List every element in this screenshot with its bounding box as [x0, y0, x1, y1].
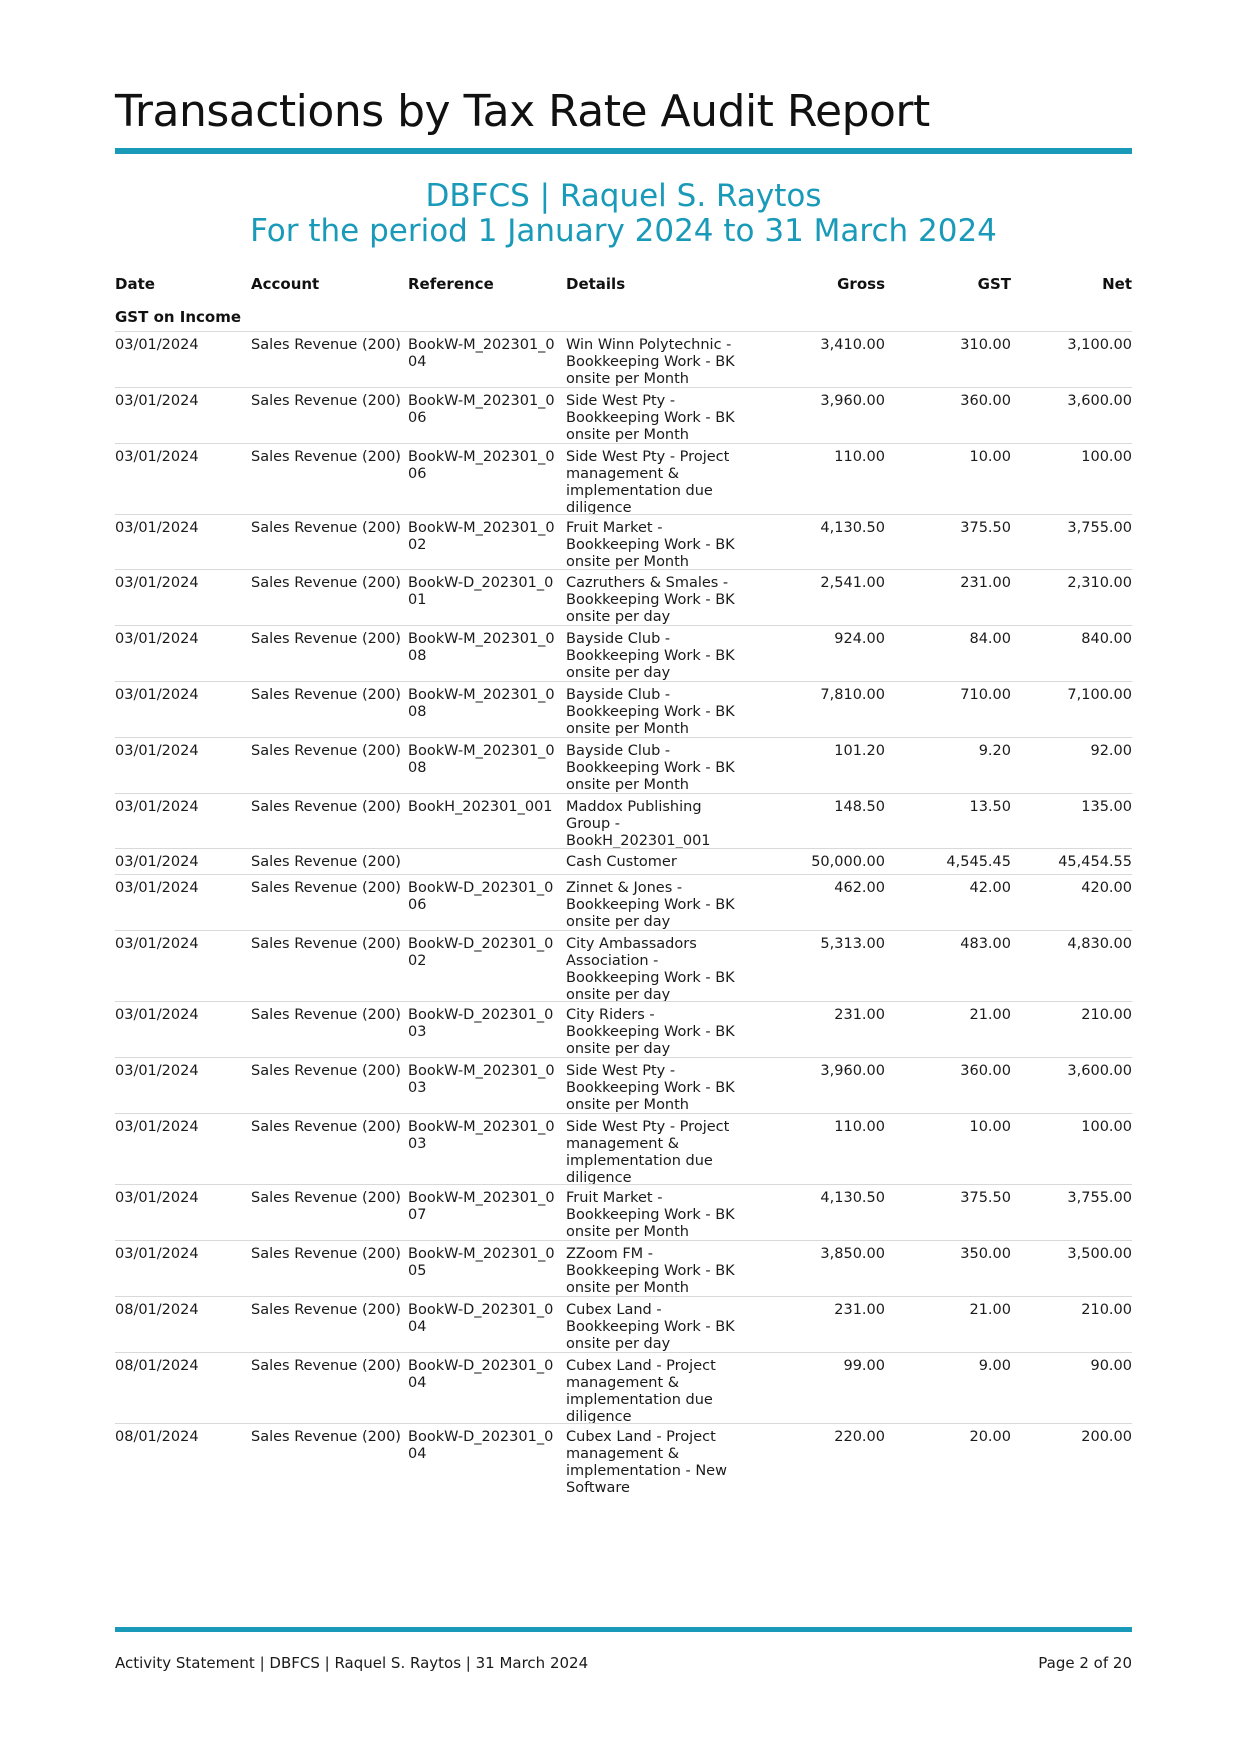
header-gross: Gross — [837, 275, 885, 293]
row-details: ZZoom FM - Bookkeeping Work - BK onsite per Month — [566, 1246, 735, 1296]
table-header — [115, 275, 1132, 295]
row-date: 03/01/2024 — [115, 1007, 199, 1023]
row-reference: BookW-M_202301_003 — [408, 1063, 555, 1096]
row-reference: BookW-M_202301_002 — [408, 520, 555, 553]
row-date: 03/01/2024 — [115, 393, 199, 409]
row-date: 03/01/2024 — [115, 1190, 199, 1206]
row-account: Sales Revenue (200) — [251, 337, 401, 353]
row-net: 3,500.00 — [1067, 1246, 1132, 1262]
row-net: 100.00 — [1081, 1119, 1132, 1135]
row-reference: BookW-M_202301_008 — [408, 687, 555, 720]
row-net: 135.00 — [1081, 799, 1132, 815]
row-net: 3,755.00 — [1067, 1190, 1132, 1206]
table-row — [115, 793, 1132, 848]
row-gross: 3,960.00 — [820, 393, 885, 409]
row-date: 03/01/2024 — [115, 1119, 199, 1135]
footer-text: Activity Statement | DBFCS | Raquel S. Raytos | 31 March 2024 — [115, 1654, 589, 1672]
header-net: Net — [1102, 275, 1132, 293]
row-gst: 310.00 — [960, 337, 1011, 353]
row-gst: 42.00 — [969, 880, 1011, 896]
row-gross: 101.20 — [834, 743, 885, 759]
table-row — [115, 848, 1132, 874]
row-gross: 148.50 — [834, 799, 885, 815]
row-gross: 99.00 — [843, 1358, 885, 1374]
row-gross: 3,960.00 — [820, 1063, 885, 1079]
page-number: Page 2 of 20 — [1038, 1654, 1132, 1672]
row-gross: 50,000.00 — [811, 854, 885, 870]
row-details: Bayside Club - Bookkeeping Work - BK onsite per Month — [566, 743, 735, 793]
row-details: Bayside Club - Bookkeeping Work - BK onsite per day — [566, 631, 735, 681]
row-net: 92.00 — [1090, 743, 1132, 759]
table-row — [115, 569, 1132, 625]
row-account: Sales Revenue (200) — [251, 799, 401, 815]
row-reference: BookW-M_202301_006 — [408, 449, 555, 482]
table-row — [115, 387, 1132, 443]
row-details: Cubex Land - Project management & implementation due diligence — [566, 1358, 716, 1425]
row-net: 200.00 — [1081, 1429, 1132, 1445]
row-gst: 20.00 — [969, 1429, 1011, 1445]
row-gross: 462.00 — [834, 880, 885, 896]
row-details: Side West Pty - Bookkeeping Work - BK onsite per Month — [566, 1063, 735, 1113]
row-date: 03/01/2024 — [115, 1063, 199, 1079]
row-reference: BookW-D_202301_001 — [408, 575, 554, 608]
row-gross: 2,541.00 — [820, 575, 885, 591]
row-net: 840.00 — [1081, 631, 1132, 647]
table-row — [115, 1296, 1132, 1352]
row-reference: BookW-M_202301_004 — [408, 337, 555, 370]
row-account: Sales Revenue (200) — [251, 854, 401, 870]
row-net: 4,830.00 — [1067, 936, 1132, 952]
row-net: 3,100.00 — [1067, 337, 1132, 353]
row-net: 210.00 — [1081, 1007, 1132, 1023]
row-gst: 483.00 — [960, 936, 1011, 952]
row-gross: 3,410.00 — [820, 337, 885, 353]
row-details: Fruit Market - Bookkeeping Work - BK onsite per Month — [566, 1190, 735, 1240]
section-label: GST on Income — [115, 308, 242, 326]
row-date: 03/01/2024 — [115, 880, 199, 896]
row-details: City Ambassadors Association - Bookkeeping Work - BK onsite per day — [566, 936, 735, 1003]
table-row — [115, 930, 1132, 1001]
row-gst: 350.00 — [960, 1246, 1011, 1262]
row-account: Sales Revenue (200) — [251, 575, 401, 591]
table-row — [115, 625, 1132, 681]
row-details: Side West Pty - Bookkeeping Work - BK onsite per Month — [566, 393, 735, 443]
row-account: Sales Revenue (200) — [251, 1119, 401, 1135]
row-gst: 21.00 — [969, 1007, 1011, 1023]
row-gst: 9.20 — [978, 743, 1011, 759]
row-reference: BookW-M_202301_008 — [408, 743, 555, 776]
row-account: Sales Revenue (200) — [251, 520, 401, 536]
row-account: Sales Revenue (200) — [251, 743, 401, 759]
report-entity: DBFCS | Raquel S. Raytos — [425, 178, 822, 214]
row-gross: 5,313.00 — [820, 936, 885, 952]
row-gst: 9.00 — [978, 1358, 1011, 1374]
table-row — [115, 331, 1132, 387]
row-account: Sales Revenue (200) — [251, 1063, 401, 1079]
row-details: Side West Pty - Project management & implementation due diligence — [566, 1119, 730, 1186]
table-row — [115, 1240, 1132, 1296]
row-net: 3,600.00 — [1067, 1063, 1132, 1079]
row-account: Sales Revenue (200) — [251, 1190, 401, 1206]
row-details: Cubex Land - Bookkeeping Work - BK onsite per day — [566, 1302, 735, 1352]
row-net: 3,600.00 — [1067, 393, 1132, 409]
row-account: Sales Revenue (200) — [251, 1302, 401, 1318]
row-net: 90.00 — [1090, 1358, 1132, 1374]
row-account: Sales Revenue (200) — [251, 1007, 401, 1023]
table-row — [115, 1352, 1132, 1423]
report-period: For the period 1 January 2024 to 31 March 2024 — [250, 213, 997, 249]
row-reference: BookW-M_202301_006 — [408, 393, 555, 426]
row-details: Bayside Club - Bookkeeping Work - BK onsite per Month — [566, 687, 735, 737]
row-account: Sales Revenue (200) — [251, 880, 401, 896]
transactions-table — [115, 331, 1132, 1494]
row-date: 03/01/2024 — [115, 854, 199, 870]
table-row — [115, 1001, 1132, 1057]
row-gross: 231.00 — [834, 1302, 885, 1318]
row-account: Sales Revenue (200) — [251, 1246, 401, 1262]
row-reference: BookW-M_202301_007 — [408, 1190, 555, 1223]
row-gst: 360.00 — [960, 393, 1011, 409]
row-net: 100.00 — [1081, 449, 1132, 465]
row-account: Sales Revenue (200) — [251, 936, 401, 952]
row-gst: 84.00 — [969, 631, 1011, 647]
row-details: Cash Customer — [566, 854, 677, 870]
table-row — [115, 1184, 1132, 1240]
row-details: City Riders - Bookkeeping Work - BK onsite per day — [566, 1007, 735, 1057]
row-date: 03/01/2024 — [115, 575, 199, 591]
row-gross: 110.00 — [834, 1119, 885, 1135]
row-details: Cubex Land - Project management & implementation - New Software — [566, 1429, 727, 1496]
row-date: 08/01/2024 — [115, 1302, 199, 1318]
row-gross: 4,130.50 — [820, 520, 885, 536]
row-net: 210.00 — [1081, 1302, 1132, 1318]
row-date: 03/01/2024 — [115, 936, 199, 952]
row-gst: 231.00 — [960, 575, 1011, 591]
row-date: 03/01/2024 — [115, 1246, 199, 1262]
row-reference: BookW-D_202301_006 — [408, 880, 554, 913]
row-gross: 924.00 — [834, 631, 885, 647]
row-date: 03/01/2024 — [115, 687, 199, 703]
table-row — [115, 1113, 1132, 1184]
row-reference: BookW-M_202301_005 — [408, 1246, 555, 1279]
row-date: 03/01/2024 — [115, 799, 199, 815]
row-gst: 10.00 — [969, 1119, 1011, 1135]
header-reference: Reference — [408, 275, 494, 293]
row-details: Maddox Publishing Group - BookH_202301_001 — [566, 799, 711, 849]
table-row — [115, 1057, 1132, 1113]
row-date: 03/01/2024 — [115, 631, 199, 647]
row-details: Zinnet & Jones - Bookkeeping Work - BK onsite per day — [566, 880, 735, 930]
row-gst: 4,545.45 — [946, 854, 1011, 870]
row-reference: BookH_202301_001 — [408, 799, 553, 815]
row-net: 7,100.00 — [1067, 687, 1132, 703]
row-reference: BookW-D_202301_002 — [408, 936, 554, 969]
page-title: Transactions by Tax Rate Audit Report — [115, 86, 930, 137]
row-reference: BookW-M_202301_003 — [408, 1119, 555, 1152]
row-date: 03/01/2024 — [115, 337, 199, 353]
header-gst: GST — [977, 275, 1011, 293]
row-date: 08/01/2024 — [115, 1429, 199, 1445]
row-gross: 4,130.50 — [820, 1190, 885, 1206]
row-gross: 231.00 — [834, 1007, 885, 1023]
row-reference: BookW-D_202301_004 — [408, 1302, 554, 1335]
row-date: 03/01/2024 — [115, 743, 199, 759]
header-account: Account — [251, 275, 320, 293]
row-account: Sales Revenue (200) — [251, 631, 401, 647]
row-gst: 375.50 — [960, 1190, 1011, 1206]
row-net: 3,755.00 — [1067, 520, 1132, 536]
row-reference: BookW-D_202301_004 — [408, 1429, 554, 1462]
header-date: Date — [115, 275, 155, 293]
row-details: Win Winn Polytechnic - Bookkeeping Work - BK onsite per Month — [566, 337, 735, 387]
row-net: 2,310.00 — [1067, 575, 1132, 591]
row-net: 420.00 — [1081, 880, 1132, 896]
row-gross: 7,810.00 — [820, 687, 885, 703]
row-reference: BookW-D_202301_004 — [408, 1358, 554, 1391]
footer-rule — [115, 1627, 1132, 1632]
row-account: Sales Revenue (200) — [251, 393, 401, 409]
row-gross: 3,850.00 — [820, 1246, 885, 1262]
table-row — [115, 1423, 1132, 1494]
row-details: Cazruthers & Smales - Bookkeeping Work - BK onsite per day — [566, 575, 735, 625]
row-net: 45,454.55 — [1058, 854, 1132, 870]
row-gross: 220.00 — [834, 1429, 885, 1445]
row-gst: 375.50 — [960, 520, 1011, 536]
row-gst: 360.00 — [960, 1063, 1011, 1079]
row-details: Side West Pty - Project management & implementation due diligence — [566, 449, 730, 516]
table-row — [115, 514, 1132, 569]
table-row — [115, 443, 1132, 514]
row-gst: 10.00 — [969, 449, 1011, 465]
table-row — [115, 681, 1132, 737]
row-account: Sales Revenue (200) — [251, 449, 401, 465]
table-row — [115, 737, 1132, 793]
row-gst: 13.50 — [969, 799, 1011, 815]
row-details: Fruit Market - Bookkeeping Work - BK onsite per Month — [566, 520, 735, 570]
row-reference: BookW-D_202301_003 — [408, 1007, 554, 1040]
row-gross: 110.00 — [834, 449, 885, 465]
row-reference: BookW-M_202301_008 — [408, 631, 555, 664]
row-date: 03/01/2024 — [115, 520, 199, 536]
row-account: Sales Revenue (200) — [251, 1429, 401, 1445]
row-date: 03/01/2024 — [115, 449, 199, 465]
row-account: Sales Revenue (200) — [251, 1358, 401, 1374]
header-details: Details — [566, 275, 626, 293]
row-gst: 21.00 — [969, 1302, 1011, 1318]
row-account: Sales Revenue (200) — [251, 687, 401, 703]
title-rule — [115, 148, 1132, 154]
row-gst: 710.00 — [960, 687, 1011, 703]
table-row — [115, 874, 1132, 930]
row-date: 08/01/2024 — [115, 1358, 199, 1374]
